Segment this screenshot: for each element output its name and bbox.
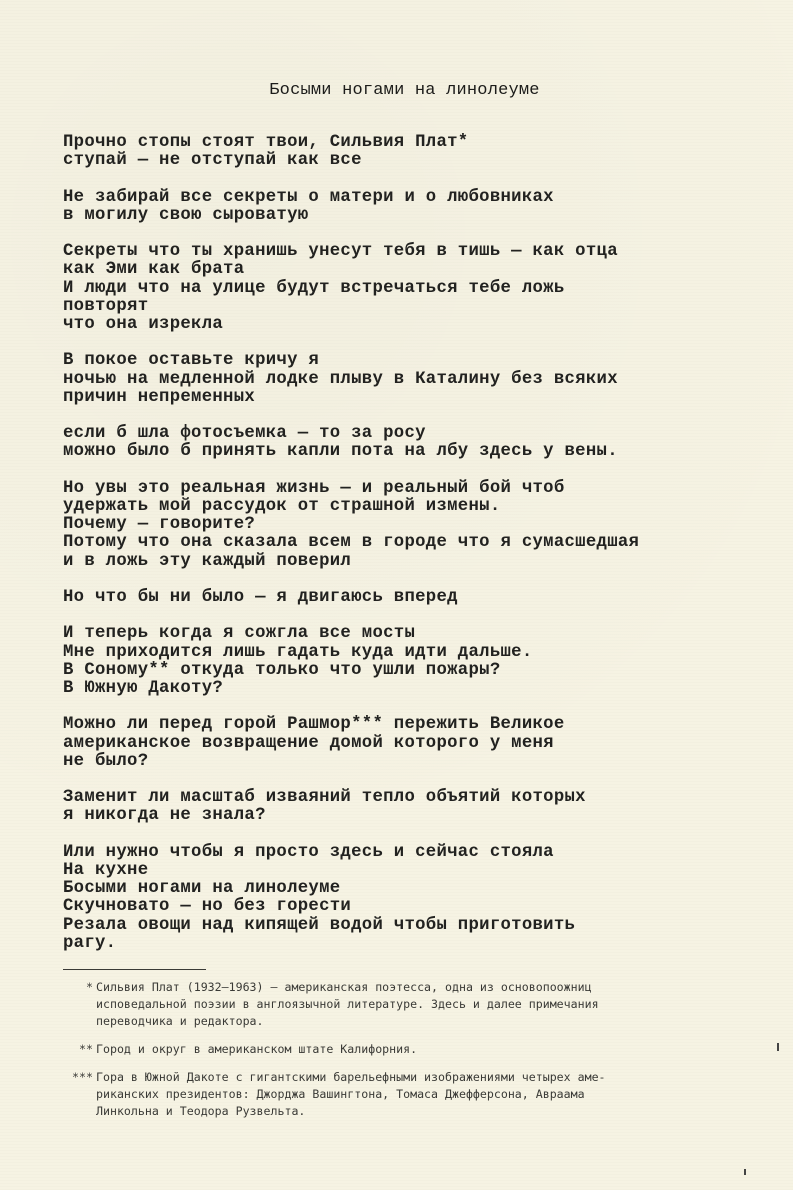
stanza xyxy=(63,189,763,225)
poem-line: Мне приходится лишь гадать куда идти дальше. xyxy=(63,642,533,662)
poem-line: Или нужно чтобы я просто здесь и сейчас стояла xyxy=(63,842,554,862)
footnote-line: исповедальной поэзии в англоязычной литературе. Здесь и далее примечания xyxy=(96,997,599,1011)
stanza xyxy=(63,425,763,461)
footnote xyxy=(63,1069,713,1120)
poem-line: причин непременных xyxy=(63,387,256,407)
stanza xyxy=(63,589,763,607)
stanza xyxy=(63,134,763,170)
stanza xyxy=(63,844,763,953)
poem-line: Можно ли перед горой Рашмор*** пережить Великое xyxy=(63,715,565,735)
poem-line: как Эми как брата xyxy=(63,260,245,280)
poem-line: Заменит ли масштаб изваяний тепло объятий которых xyxy=(63,788,586,808)
scan-mark xyxy=(744,1169,746,1175)
poem-line: И теперь когда я сожгла все мосты xyxy=(63,624,416,644)
footnote-marker: *** xyxy=(72,1070,93,1084)
poem-line: Но что бы ни было — я двигаюсь вперед xyxy=(63,587,458,607)
poem-title: Босыми ногами на линолеуме xyxy=(269,81,540,100)
poem-line: На кухне xyxy=(63,860,149,880)
poem-line: если б шла фотосъемка — то за росу xyxy=(63,424,426,444)
footnote-line: риканских президентов: Джорджа Вашингтона, Томаса Джефферсона, Авраама xyxy=(96,1087,585,1101)
poem-line: Босыми ногами на линолеуме xyxy=(63,879,341,899)
poem-line: Но увы это реальная жизнь — и реальный бой чтоб xyxy=(63,478,565,498)
stanza xyxy=(63,352,763,407)
poem-line: В Соному** откуда только что ушли пожары? xyxy=(63,660,501,680)
poem-line: Секреты что ты хранишь унесут тебя в тишь — как отца xyxy=(63,242,618,262)
poem-line: что она изрекла xyxy=(63,315,224,334)
footnote-line: Сильвия Плат (1932–1963) — американская поэтесса, одна из основопоожниц xyxy=(96,980,592,994)
poem-line: ночью на медленной лодке плыву в Каталину без всяких xyxy=(63,369,618,389)
poem-line: В Южную Дакоту? xyxy=(63,678,224,698)
stanza xyxy=(63,716,763,771)
stanza xyxy=(63,789,763,825)
footnote xyxy=(63,979,713,1030)
poem-line: американское возвращение домой которого у меня xyxy=(63,733,554,753)
poem-line: рагу. xyxy=(63,933,117,953)
stanza xyxy=(63,243,763,334)
footnote-marker: * xyxy=(86,980,93,994)
footnote-line: Гора в Южной Дакоте с гигантскими барельефными изображениями четырех аме- xyxy=(96,1070,606,1084)
poem-line: И люди что на улице будут встречаться тебе ложь xyxy=(63,278,565,298)
poem-line: Резала овощи над кипящей водой чтобы приготовить xyxy=(63,915,576,935)
poem-line: Прочно стопы стоят твои, Сильвия Плат* xyxy=(63,133,469,152)
poem-line: не было? xyxy=(63,751,149,771)
scan-mark xyxy=(777,1043,779,1051)
poem-line: Скучновато — но без горести xyxy=(63,897,352,917)
footnote-marker: ** xyxy=(79,1042,93,1056)
poem-line: Потому что она сказала всем в городе что я сумасшедшая xyxy=(63,533,640,553)
poem-line: можно было б принять капли пота на лбу здесь у вены. xyxy=(63,442,618,462)
poem-line: Не забирай все секреты о матери и о любовниках xyxy=(63,187,554,207)
footnote xyxy=(63,1041,713,1058)
poem-line: я никогда не знала? xyxy=(63,806,266,826)
poem-body xyxy=(63,134,763,971)
footnote-line: переводчика и редактора. xyxy=(96,1014,264,1028)
poem-line: и в ложь эту каждый поверил xyxy=(63,551,352,571)
poem-line: Почему — говорите? xyxy=(63,515,256,535)
poem-line: удержать мой рассудок от страшной измены. xyxy=(63,496,501,516)
poem-line: ступай — не отступай как все xyxy=(63,151,362,171)
footnote-divider xyxy=(63,969,206,970)
footnote-line: Город и округ в американском штате Калифорния. xyxy=(96,1042,418,1056)
poem-line: в могилу свою сыроватую xyxy=(63,205,309,225)
poem-line: повторят xyxy=(63,296,149,316)
footnote-line: Линкольна и Теодора Рузвельта. xyxy=(96,1104,306,1118)
footnotes xyxy=(63,979,713,1131)
stanza xyxy=(63,480,763,571)
poem-line: В покое оставьте кричу я xyxy=(63,351,320,371)
stanza xyxy=(63,625,763,698)
